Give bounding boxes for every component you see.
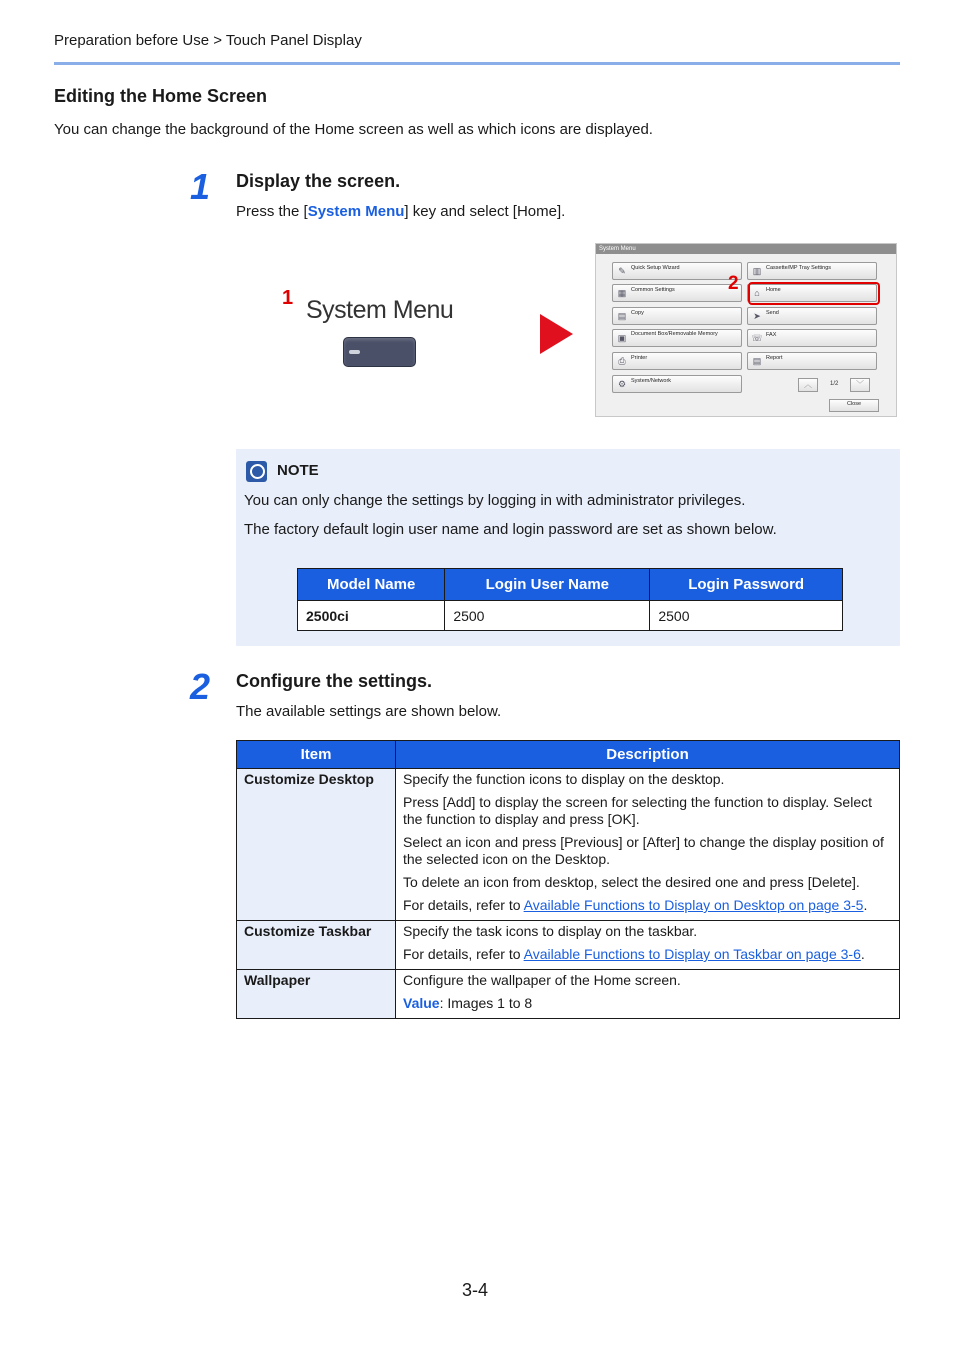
panel-btn-copy[interactable]: ▤ Copy <box>612 307 742 325</box>
note-line-1: You can only change the settings by logging in with administrator privileges. <box>244 492 746 509</box>
arrow-right-icon <box>540 314 573 354</box>
header-divider <box>54 62 900 65</box>
chevron-down-icon: ﹀ <box>856 380 864 389</box>
close-button[interactable]: Close <box>829 399 879 412</box>
section-title: Editing the Home Screen <box>54 86 268 106</box>
instruction-prefix: Press the [ <box>236 203 308 220</box>
home-highlight <box>748 282 880 305</box>
description-cell: Configure the wallpaper of the Home screen. Value: Images 1 to 8 <box>396 970 900 1019</box>
settings-table <box>236 740 900 1019</box>
step-2-title: Configure the settings. <box>236 671 433 691</box>
home-icon: ⌂ <box>754 288 760 298</box>
report-icon: ▤ <box>752 356 762 366</box>
breadcrumb: Preparation before Use > Touch Panel Display <box>54 32 362 49</box>
item-cell: Customize Taskbar <box>237 921 396 970</box>
chevron-up-icon: ︿ <box>804 380 812 389</box>
panel-btn-send[interactable]: ➤ Send <box>747 307 877 325</box>
login-table-header: Login User Name <box>445 569 650 601</box>
panel-btn-report[interactable]: ▤ Report <box>747 352 877 370</box>
settings-table-header: Description <box>396 741 900 769</box>
panel-btn-cassette[interactable]: ▥ Cassette/MP Tray Settings <box>747 262 877 280</box>
system-menu-key-label: System Menu <box>306 296 454 324</box>
step-1-title: Display the screen. <box>236 171 401 191</box>
table-row <box>237 769 900 921</box>
panel-btn-common-settings[interactable]: ▦ Common Settings <box>612 284 742 302</box>
panel-btn-printer[interactable]: ⎙ Printer <box>612 352 742 370</box>
login-table <box>297 568 843 631</box>
callout-1: 1 <box>282 287 294 309</box>
step-2-number: 2 <box>190 666 211 707</box>
page-indicator: 1/2 <box>830 381 839 387</box>
item-cell: Wallpaper <box>237 970 396 1019</box>
settings-icon: ▦ <box>617 288 627 298</box>
description-cell: Specify the task icons to display on the taskbar. For details, refer to Available Functions to Display on Taskbar on page 3-6. <box>396 921 900 970</box>
step-2-text: The available settings are shown below. <box>236 703 502 720</box>
network-icon: ⚙ <box>617 379 627 389</box>
step-1-instruction <box>236 203 565 220</box>
login-table-cell: 2500 <box>650 601 843 631</box>
instruction-suffix: ] key and select [Home]. <box>404 203 566 220</box>
note-icon <box>246 461 267 482</box>
document-box-icon: ▣ <box>617 333 627 343</box>
panel-btn-system-network[interactable]: ⚙ System/Network <box>612 375 742 393</box>
item-cell: Customize Desktop <box>237 769 396 921</box>
value-label: Value <box>403 995 440 1011</box>
copy-icon: ▤ <box>617 311 627 321</box>
touch-panel-screenshot <box>595 243 897 417</box>
step-1-number: 1 <box>190 166 211 207</box>
page-down-button[interactable] <box>850 378 870 392</box>
panel-header: System Menu <box>596 244 896 254</box>
fax-icon: ☏ <box>751 333 763 343</box>
printer-icon: ⎙ <box>618 356 626 366</box>
table-row <box>237 970 900 1019</box>
table-row <box>237 921 900 970</box>
note-box <box>236 449 900 646</box>
cassette-icon: ▥ <box>752 266 762 276</box>
callout-2: 2 <box>728 273 739 294</box>
system-menu-key-name: System Menu <box>307 203 405 220</box>
page-up-button[interactable] <box>798 378 818 392</box>
settings-table-header: Item <box>237 741 396 769</box>
panel-btn-quick-setup[interactable]: ✎ Quick Setup Wizard <box>612 262 742 280</box>
section-intro: You can change the background of the Home screen as well as which icons are displayed. <box>54 121 653 138</box>
key-led-icon <box>349 350 360 354</box>
panel-btn-fax[interactable]: ☏ FAX <box>747 329 877 347</box>
panel-btn-home[interactable]: ⌂ Home <box>747 284 877 302</box>
panel-btn-document-box[interactable]: ▣ Document Box/Removable Memory <box>612 329 742 347</box>
description-cell: Specify the function icons to display on the desktop. Press [Add] to display the screen for selecting the function to display. Select the function to display and press [OK]. Select an icon and press [Previous] or [After] to change the display position of the selected icon on the Desktop. To delete an icon from desktop, select the desired one and press [Delete]. For details, refer to Available Functions to Display on Desktop on page 3-5. <box>396 769 900 921</box>
note-title: NOTE <box>277 462 319 479</box>
desktop-functions-link[interactable]: Available Functions to Display on Desktop on page 3-5 <box>523 897 864 913</box>
page-number: 3-4 <box>462 1280 489 1300</box>
taskbar-functions-link[interactable]: Available Functions to Display on Taskbar on page 3-6 <box>523 946 861 962</box>
login-table-header: Model Name <box>298 569 445 601</box>
login-table-cell: 2500ci <box>298 601 445 631</box>
system-menu-key[interactable] <box>343 337 416 367</box>
wizard-icon: ✎ <box>618 266 626 276</box>
login-table-cell: 2500 <box>445 601 650 631</box>
login-table-header: Login Password <box>650 569 843 601</box>
note-line-2: The factory default login user name and login password are set as shown below. <box>244 521 777 538</box>
send-icon: ➤ <box>753 311 761 321</box>
